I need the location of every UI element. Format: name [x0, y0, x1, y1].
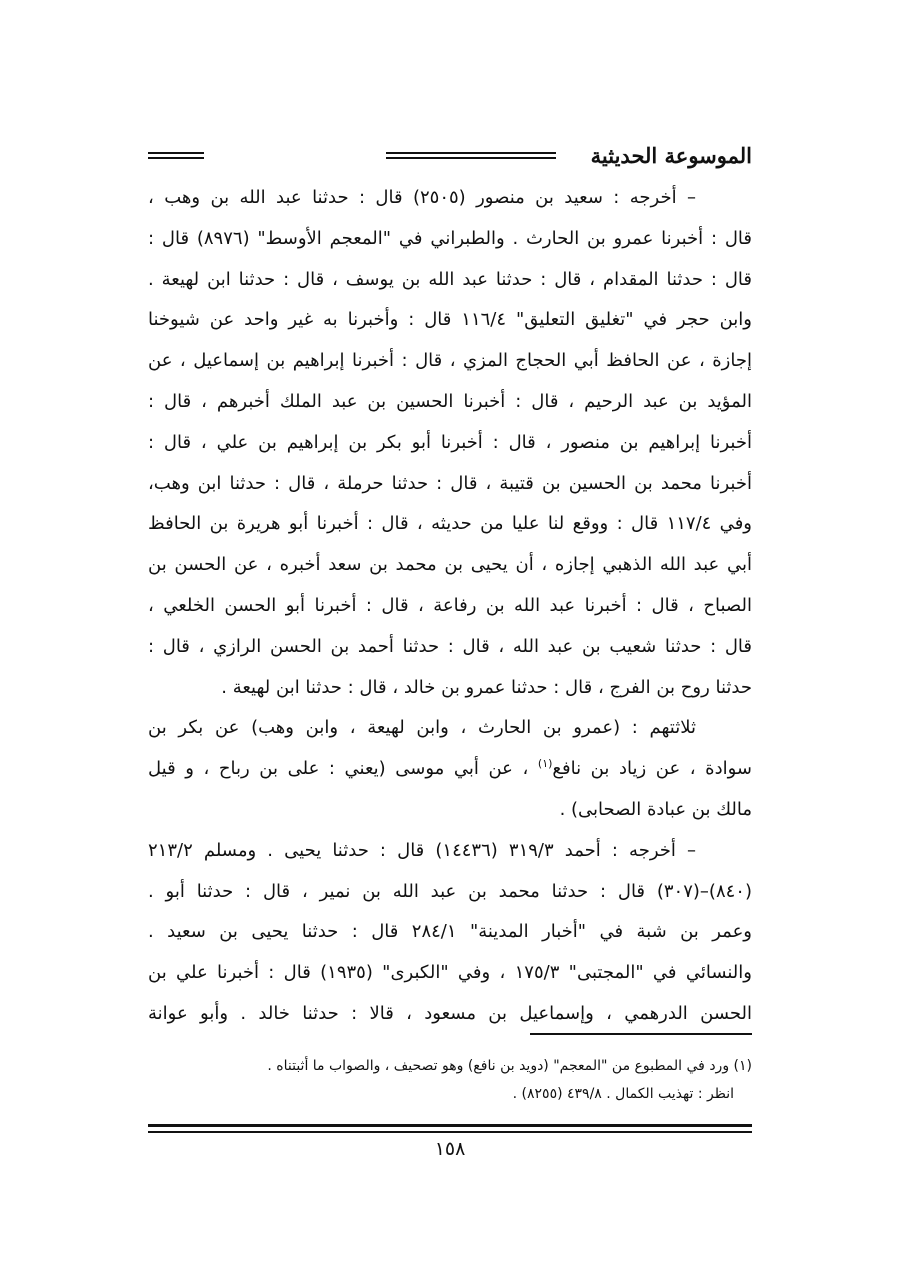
running-header: [148, 142, 752, 170]
text-line: وابن حجر في "تغليق التعليق" ١١٦/٤ قال : وأخبرنا به غير واحد عن شيوخنا: [148, 309, 753, 331]
footnotes: [148, 1052, 752, 1108]
text-line: إجازة ، عن الحافظ أبي الحجاج المزي ، قال : أخبرنا إبراهيم بن إسماعيل ، عن: [148, 350, 752, 372]
text-line: (٨٤٠)–(٣٠٧) قال : حدثنا محمد بن عبد الله بن نمير ، قال : حدثنا أبو .: [148, 880, 752, 902]
page-number: ١٥٨: [434, 1138, 466, 1160]
footnote-separator: [530, 1033, 752, 1035]
text-line: قال : حدثنا المقدام ، قال : حدثنا عبد الله بن يوسف ، قال : حدثنا ابن لهيعة .: [148, 268, 752, 290]
text-line: أخبرنا إبراهيم بن منصور ، قال : أخبرنا أبو بكر بن إبراهيم بن علي ، قال :: [148, 431, 752, 453]
text-line: – أخرجه : سعيد بن منصور (٢٥٠٥) قال : حدثنا عبد الله بن وهب ،: [148, 187, 696, 208]
footnote-line: (١) ورد في المطبوع من "المعجم" (دويد بن نافع) وهو تصحيف ، والصواب ما أثبتناه .: [267, 1058, 752, 1074]
text-line: ثلاثتهم : (عمرو بن الحارث ، وابن لهيعة ، وابن وهب) عن بكر بن: [148, 717, 696, 739]
text-line: مالك بن عبادة الصحابى) .: [559, 798, 752, 820]
text-line: وعمر بن شبة في "أخبار المدينة" ٢٨٤/١ قال : حدثنا يحيى بن سعيد .: [148, 921, 752, 943]
main-text: [148, 178, 752, 1035]
text-line: والنسائي في "المجتبى" ١٧٥/٣ ، وفي "الكبرى" (١٩٣٥) قال : أخبرنا علي بن: [148, 962, 752, 984]
footer-rule: [148, 1124, 752, 1133]
text-line: قال : أخبرنا عمرو بن الحارث . والطبراني في "المعجم الأوسط" (٨٩٧٦) قال :: [148, 227, 752, 249]
header-rule-right: [386, 152, 556, 159]
text-line-with-footnote: [148, 749, 752, 790]
header-rule-left: [148, 152, 204, 159]
text-line: أبي عبد الله الذهبي إجازه ، أن يحيى بن محمد بن سعد أخبره ، عن الحسن بن: [148, 554, 752, 576]
header-title: الموسوعة الحديثية: [590, 143, 752, 168]
text-line: الصباح ، قال : أخبرنا عبد الله بن رفاعة ، قال : أخبرنا أبو الحسن الخلعي ،: [148, 594, 752, 616]
text-line: المؤيد بن عبد الرحيم ، قال : أخبرنا الحسين بن عبد الملك أخبرهم ، قال :: [148, 390, 752, 412]
text-segment: سوادة ، عن زياد بن نافع: [552, 758, 752, 780]
text-line: حدثنا روح بن الفرج ، قال : حدثنا عمرو بن خالد ، قال : حدثنا ابن لهيعة .: [221, 676, 752, 698]
text-line: وفي ١١٧/٤ قال : ووقع لنا عليا من حديثه ، قال : أخبرنا أبو هريرة بن الحافظ: [148, 513, 752, 535]
text-segment: ، عن أبي موسى (يعني : على بن رباح ، و قيل: [148, 758, 538, 780]
text-line: – أخرجه : أحمد ٣١٩/٣ (١٤٤٣٦) قال : حدثنا يحيى . ومسلم ٢١٣/٢: [148, 839, 696, 861]
footnote-marker: (١): [537, 757, 553, 771]
text-line: أخبرنا محمد بن الحسين بن قتيبة ، قال : حدثنا حرملة ، قال : حدثنا ابن وهب،: [148, 472, 752, 494]
footnote-line: انظر : تهذيب الكمال . ٤٣٩/٨ (٨٢٥٥) .: [512, 1086, 734, 1102]
text-line: الحسن الدرهمي ، وإسماعيل بن مسعود ، قالا : حدثنا خالد . وأبو عوانة: [148, 1002, 752, 1024]
text-line: قال : حدثنا شعيب بن عبد الله ، قال : حدثنا أحمد بن الحسن الرازي ، قال :: [148, 635, 752, 657]
